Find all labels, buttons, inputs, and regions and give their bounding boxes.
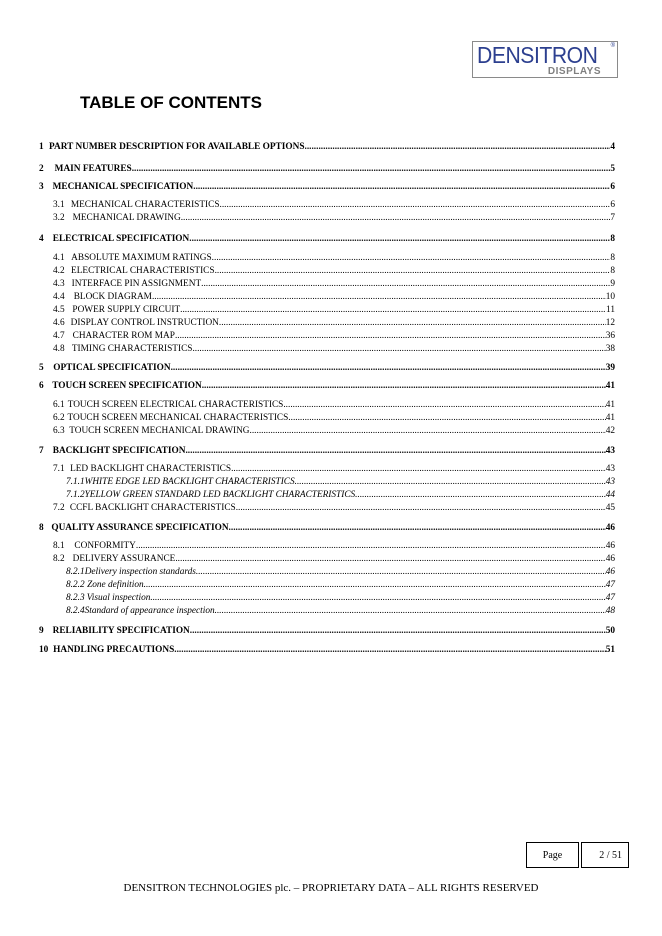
- toc-entry[interactable]: [39, 541, 615, 551]
- toc-entry[interactable]: [39, 503, 615, 513]
- toc-entry-title: CCFL BACKLIGHT CHARACTERISTICS: [69, 503, 236, 513]
- toc-entry-number: 4.8: [53, 344, 65, 354]
- toc-dot-leader: [193, 182, 610, 192]
- toc-entry-title: DELIVERY ASSURANCE: [72, 554, 176, 564]
- toc-dot-leader: [305, 142, 611, 152]
- toc-entry-number: 3.2: [53, 213, 65, 223]
- toc-entry[interactable]: [39, 200, 615, 210]
- toc-entry-title: QUALITY ASSURANCE SPECIFICATION: [51, 523, 229, 533]
- toc-entry-page: 51: [605, 645, 615, 655]
- toc-entry-title: TOUCH SCREEN ELECTRICAL CHARACTERISTICS: [67, 400, 284, 410]
- toc-dot-leader: [201, 279, 610, 289]
- toc-entry-title: HANDLING PRECAUTIONS: [53, 645, 175, 655]
- toc-entry-number: 2: [39, 164, 44, 174]
- toc-entry[interactable]: [39, 363, 615, 373]
- toc-entry-title: Delivery inspection standards: [84, 567, 196, 577]
- toc-entry-number: 8.2.4: [66, 606, 85, 616]
- toc-dot-leader: [295, 477, 606, 487]
- toc-entry-title: ABSOLUTE MAXIMUM RATINGS: [71, 253, 212, 263]
- toc-entry-page: 8: [610, 234, 615, 244]
- toc-entry[interactable]: [39, 331, 615, 341]
- toc-dot-leader: [236, 503, 606, 513]
- toc-entry-number: 8: [39, 523, 44, 533]
- toc-entry-number: 3: [39, 182, 44, 192]
- toc-entry-title: MAIN FEATURES: [54, 164, 132, 174]
- toc-dot-leader: [196, 567, 606, 577]
- toc-dot-leader: [150, 593, 605, 603]
- toc-entry-number: 10: [39, 645, 49, 655]
- toc-entry-page: 5: [610, 164, 615, 174]
- toc-entry-title: TIMING CHARACTERISTICS: [71, 344, 193, 354]
- toc-entry-page: 43: [605, 477, 615, 487]
- toc-dot-leader: [181, 213, 611, 223]
- toc-entry-number: 9: [39, 626, 44, 636]
- toc-dot-leader: [250, 426, 606, 436]
- toc-entry-title: BACKLIGHT SPECIFICATION: [52, 446, 186, 456]
- toc-entry-title: RELIABILITY SPECIFICATION: [52, 626, 190, 636]
- toc-entry-page: 41: [605, 381, 615, 391]
- toc-entry[interactable]: [39, 381, 615, 391]
- toc-dot-leader: [180, 305, 606, 315]
- toc-entry-page: 50: [605, 626, 615, 636]
- toc-dot-leader: [152, 292, 606, 302]
- toc-entry-title: YELLOW GREEN STANDARD LED BACKLIGHT CHARACTERISTICS: [84, 490, 356, 500]
- logo-subtitle: DISPLAYS: [547, 66, 601, 77]
- toc-entry-page: 43: [605, 464, 615, 474]
- toc-entry[interactable]: [39, 567, 615, 577]
- page-title: TABLE OF CONTENTS: [80, 93, 262, 112]
- toc-entry-title: ELECTRICAL CHARACTERISTICS: [71, 266, 215, 276]
- toc-dot-leader: [192, 344, 605, 354]
- toc-entry[interactable]: [39, 554, 615, 564]
- toc-entry-number: 6: [39, 381, 44, 391]
- toc-dot-leader: [288, 413, 605, 423]
- toc-entry[interactable]: [39, 606, 615, 616]
- toc-entry-number: 4.3: [53, 279, 65, 289]
- toc-entry-number: 8.2: [53, 554, 65, 564]
- toc-entry-title: PART NUMBER DESCRIPTION FOR AVAILABLE OPTIONS: [49, 142, 305, 152]
- toc-dot-leader: [171, 363, 606, 373]
- toc-entry[interactable]: [39, 305, 615, 315]
- toc-dot-leader: [212, 253, 611, 263]
- footer-text: DENSITRON TECHNOLOGIES plc. – PROPRIETARY DATA – ALL RIGHTS RESERVED: [123, 882, 539, 894]
- toc-entry-number: 3.1: [53, 200, 65, 210]
- toc-entry-page: 48: [605, 606, 615, 616]
- toc-dot-leader: [215, 606, 606, 616]
- toc-entry-page: 6: [610, 182, 615, 192]
- toc-entry-number: 6.3: [53, 426, 65, 436]
- toc-dot-leader: [202, 381, 606, 391]
- toc-entry-number: 4.2: [53, 266, 65, 276]
- toc-entry-page: 43: [605, 446, 615, 456]
- toc-dot-leader: [229, 523, 606, 533]
- toc-dot-leader: [283, 400, 605, 410]
- toc-entry-title: POWER SUPPLY CIRCUIT: [72, 305, 181, 315]
- page-indicator: [526, 842, 629, 868]
- toc-entry-page: 47: [605, 593, 615, 603]
- toc-entry[interactable]: [39, 318, 615, 328]
- page-label: Page: [526, 842, 579, 868]
- toc-entry-title: CHARACTER ROM MAP: [72, 331, 175, 341]
- toc-entry-number: 1: [39, 142, 44, 152]
- toc-dot-leader: [174, 645, 605, 655]
- toc-entry[interactable]: [39, 580, 615, 590]
- toc-entry-number: 7: [39, 446, 44, 456]
- toc-entry-title: LED BACKLIGHT CHARACTERISTICS: [70, 464, 232, 474]
- toc-entry-page: 46: [605, 541, 615, 551]
- toc-entry[interactable]: [39, 645, 615, 655]
- toc-entry[interactable]: [39, 413, 615, 423]
- toc-entry[interactable]: [39, 164, 615, 174]
- toc-entry-number: 8.2.2: [66, 580, 85, 590]
- toc-entry-title: BLOCK DIAGRAM: [73, 292, 152, 302]
- toc-entry-title: WHITE EDGE LED BACKLIGHT CHARACTERISTICS: [84, 477, 295, 487]
- toc-entry-page: 8: [610, 266, 615, 276]
- toc-dot-leader: [215, 266, 611, 276]
- toc-entry[interactable]: [39, 344, 615, 354]
- toc-entry[interactable]: [39, 426, 615, 436]
- toc-entry[interactable]: [39, 593, 615, 603]
- toc-entry-title: Standard of appearance inspection: [84, 606, 215, 616]
- toc-entry-number: 5: [39, 363, 44, 373]
- toc-entry-title: Visual inspection: [86, 593, 151, 603]
- toc-entry-page: 4: [610, 142, 615, 152]
- toc-dot-leader: [190, 626, 606, 636]
- toc-entry-page: 11: [606, 305, 615, 315]
- toc-entry-number: 4.4: [53, 292, 65, 302]
- toc-entry-title: MECHANICAL SPECIFICATION: [52, 182, 194, 192]
- toc-entry-page: 46: [605, 523, 615, 533]
- toc-entry[interactable]: [39, 182, 615, 192]
- toc-entry[interactable]: [39, 464, 615, 474]
- toc-entry-title: Zone definition: [87, 580, 144, 590]
- toc-entry-number: 8.2.1: [66, 567, 85, 577]
- toc-entry-page: 47: [605, 580, 615, 590]
- toc-entry-page: 38: [605, 344, 615, 354]
- toc-entry-number: 8.2.3: [66, 593, 85, 603]
- toc-entry-title: ELECTRICAL SPECIFICATION: [52, 234, 190, 244]
- toc-entry-number: 4.5: [53, 305, 65, 315]
- toc-entry[interactable]: [39, 477, 615, 487]
- toc-entry[interactable]: [39, 292, 615, 302]
- toc-dot-leader: [144, 580, 606, 590]
- densitron-logo: [472, 41, 618, 78]
- toc-entry-title: TOUCH SCREEN MECHANICAL DRAWING: [69, 426, 250, 436]
- toc-entry-page: 46: [605, 554, 615, 564]
- toc-entry-number: 8.1: [53, 541, 65, 551]
- toc-entry-number: 7.1.1: [66, 477, 85, 487]
- toc-dot-leader: [175, 331, 606, 341]
- toc-entry-number: 6.2: [53, 413, 65, 423]
- toc-entry-page: 7: [610, 213, 615, 223]
- toc-entry-title: OPTICAL SPECIFICATION: [53, 363, 171, 373]
- toc-entry-number: 4.1: [53, 253, 65, 263]
- toc-entry-number: 4.7: [53, 331, 65, 341]
- toc-entry-page: 42: [605, 426, 615, 436]
- toc-entry-page: 46: [605, 567, 615, 577]
- page-number: 2 / 51: [581, 842, 629, 868]
- toc-dot-leader: [136, 541, 606, 551]
- toc-entry-number: 4.6: [53, 318, 65, 328]
- toc-dot-leader: [219, 318, 606, 328]
- toc-entry[interactable]: [39, 446, 615, 456]
- toc-entry-title: TOUCH SCREEN SPECIFICATION: [52, 381, 202, 391]
- toc-entry[interactable]: [39, 626, 615, 636]
- toc-entry[interactable]: [39, 142, 615, 152]
- logo-registered-mark: ®: [610, 43, 615, 49]
- toc-entry[interactable]: [39, 490, 615, 500]
- toc-entry-title: MECHANICAL CHARACTERISTICS: [70, 200, 220, 210]
- toc-dot-leader: [189, 234, 610, 244]
- toc-entry-page: 39: [605, 363, 615, 373]
- toc-entry-title: CONFORMITY: [74, 541, 136, 551]
- toc-entry-title: MECHANICAL DRAWING: [72, 213, 181, 223]
- toc-entry-page: 9: [610, 279, 615, 289]
- toc-entry-page: 12: [605, 318, 615, 328]
- toc-entry-page: 10: [605, 292, 615, 302]
- toc-entry-number: 6.1: [53, 400, 65, 410]
- toc-entry[interactable]: [39, 253, 615, 263]
- toc-entry[interactable]: [39, 234, 615, 244]
- toc-entry[interactable]: [39, 523, 615, 533]
- toc-entry-page: 41: [605, 400, 615, 410]
- toc-entry-page: 8: [610, 253, 615, 263]
- toc-entry[interactable]: [39, 400, 615, 410]
- toc-dot-leader: [175, 554, 605, 564]
- toc-entry-title: INTERFACE PIN ASSIGNMENT: [71, 279, 202, 289]
- toc-entry-number: 4: [39, 234, 44, 244]
- toc-dot-leader: [231, 464, 606, 474]
- toc-entry-page: 6: [610, 200, 615, 210]
- toc-entry-page: 36: [605, 331, 615, 341]
- toc-entry-number: 7.1: [53, 464, 65, 474]
- toc-dot-leader: [185, 446, 605, 456]
- toc-entry-number: 7.2: [53, 503, 65, 513]
- logo-name: DENSITRON: [477, 42, 598, 68]
- toc-entry-title: DISPLAY CONTROL INSTRUCTION: [70, 318, 219, 328]
- toc-dot-leader: [220, 200, 611, 210]
- toc-entry-page: 41: [605, 413, 615, 423]
- toc-dot-leader: [132, 164, 611, 174]
- toc-entry-page: 44: [605, 490, 615, 500]
- toc-dot-leader: [355, 490, 606, 500]
- toc-entry[interactable]: [39, 213, 615, 223]
- toc-entry[interactable]: [39, 279, 615, 289]
- toc-entry-title: TOUCH SCREEN MECHANICAL CHARACTERISTICS: [67, 413, 289, 423]
- toc-entry-page: 45: [605, 503, 615, 513]
- toc-entry-number: 7.1.2: [66, 490, 85, 500]
- toc-entry[interactable]: [39, 266, 615, 276]
